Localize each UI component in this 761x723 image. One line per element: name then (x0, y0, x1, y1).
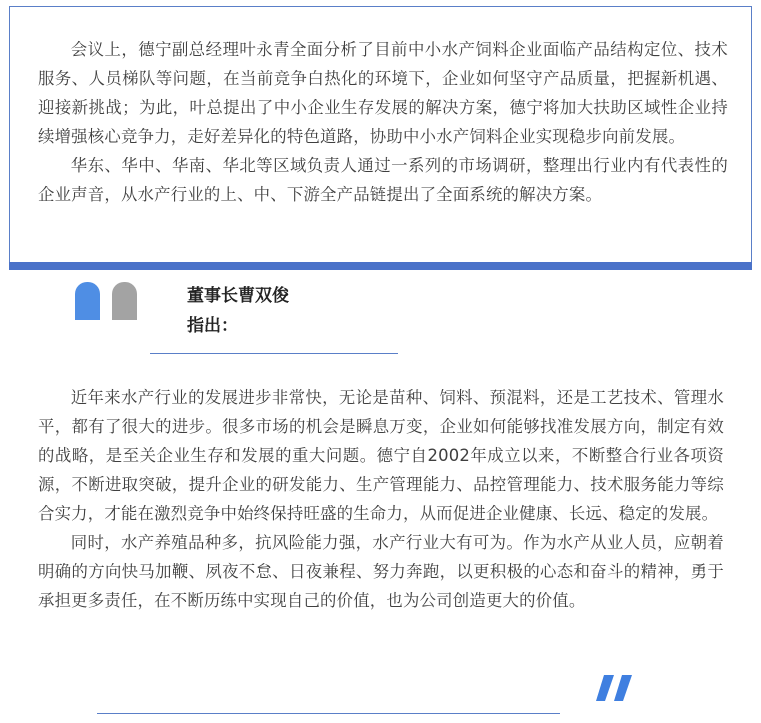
section-divider-bar (9, 262, 752, 270)
intro-text (38, 35, 728, 209)
intro-paragraph-2: 华东、华中、华南、华北等区域负责人通过一系列的市场调研，整理出行业内有代表性的企业声音，从水产行业的上、中、下游全产品链提出了全面系统的解决方案。 (38, 156, 728, 204)
intro-box (9, 6, 752, 262)
intro-paragraph-1: 会议上，德宁副总经理叶永青全面分析了目前中小水产饲料企业面临产品结构定位、技术服务、人员梯队等问题，在当前竞争白热化的环境下，企业如何坚守产品质量，把握新机遇、迎接新挑战；为此，叶总提出了中小企业生存发展的解决方案，德宁将加大扶助区域性企业持续增强核心竞争力，走好差异化的特色道路，协助中小水产饲料企业实现稳步向前发展。 (38, 40, 728, 146)
main-text (38, 383, 724, 615)
bottom-underline (97, 713, 560, 714)
main-paragraph-2: 同时，水产养殖品种多，抗风险能力强，水产行业大有可为。作为水产从业人员，应朝着明确的方向快马加鞭、夙夜不怠、日夜兼程、努力奔跑，以更积极的心态和奋斗的精神，勇于承担更多责任，在不断历练中实现自己的价值，也为公司创造更大的价值。 (38, 533, 724, 610)
speaker-title: 董事长曹双俊 (187, 286, 289, 306)
speaker-verb: 指出： (187, 316, 238, 336)
decorative-blue-tab (75, 282, 100, 320)
decorative-gray-tab (112, 282, 137, 320)
speaker-underline (150, 353, 398, 354)
closing-quote-icon (596, 675, 632, 701)
main-paragraph-1: 近年来水产行业的发展进步非常快，无论是苗种、饲料、预混料，还是工艺技术、管理水平，都有了很大的进步。很多市场的机会是瞬息万变，企业如何能够找准发展方向，制定有效的战略，是至关企业生存和发展的重大问题。德宁自2002年成立以来，不断整合行业各项资源，不断进取突破，提升企业的研发能力、生产管理能力、品控管理能力、技术服务能力等综合实力，才能在激烈竞争中始终保持旺盛的生命力，从而促进企业健康、长远、稳定的发展。 (38, 388, 724, 523)
